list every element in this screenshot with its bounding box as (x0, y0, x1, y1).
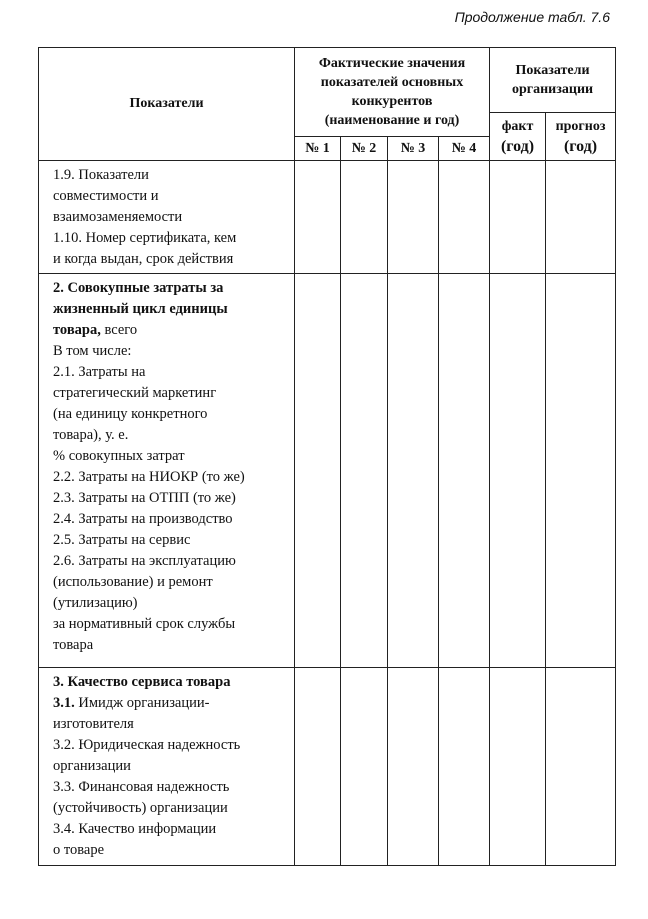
header-forecast: прогноз (год) (546, 113, 616, 161)
header-competitor-3: № 3 (388, 137, 439, 161)
header-fact: факт (год) (490, 113, 546, 161)
header-indicators: Показатели (39, 48, 295, 161)
table-cell (388, 161, 439, 274)
table-cell (388, 668, 439, 866)
row-compatibility-label: 1.9. Показатели совместимости и взаимозаменяемости 1.10. Номер сертификата, кем и когда выдан, срок действия (39, 161, 295, 274)
table-cell (295, 668, 341, 866)
indicators-table (38, 47, 616, 866)
table-row (39, 668, 616, 866)
table-cell (490, 274, 546, 668)
table-cell (439, 668, 490, 866)
table-row (39, 161, 616, 274)
header-competitor-2: № 2 (341, 137, 388, 161)
table-cell (341, 668, 388, 866)
table-caption: Продолжение табл. 7.6 (454, 9, 610, 25)
table-cell (490, 161, 546, 274)
table-cell (295, 274, 341, 668)
table-cell (295, 161, 341, 274)
table-cell (388, 274, 439, 668)
table-row (39, 274, 616, 668)
table-cell (546, 274, 616, 668)
header-competitors: Фактические значения показателей основных конкурентов (наименование и год) (295, 48, 490, 137)
table-cell (341, 274, 388, 668)
table-cell (439, 161, 490, 274)
row-lifecycle-costs-label: 2. Совокупные затраты за жизненный цикл единицы товара, всего В том числе: 2.1. Затраты на стратегический маркетинг (на единицу конкретного товара), у. е. % совокупных затрат 2.2. Затраты на НИОКР (то же) 2.3. Затраты на ОТПП (то же) 2.4. Затраты на производство 2.5. Затраты на сервис 2.6. Затраты на эксплуатацию (использование) и ремонт (утилизацию) за нормативный срок службы товара (39, 274, 295, 668)
table-cell (439, 274, 490, 668)
table-cell (490, 668, 546, 866)
table-cell (341, 161, 388, 274)
table-cell (546, 668, 616, 866)
row-service-quality-label: 3. Качество сервиса товара 3.1. Имидж организации- изготовителя 3.2. Юридическая надежность организации 3.3. Финансовая надежность (устойчивость) организации 3.4. Качество информации о товаре (39, 668, 295, 866)
header-competitor-4: № 4 (439, 137, 490, 161)
table-cell (546, 161, 616, 274)
header-competitor-1: № 1 (295, 137, 341, 161)
header-organization: Показатели организации (490, 48, 616, 113)
